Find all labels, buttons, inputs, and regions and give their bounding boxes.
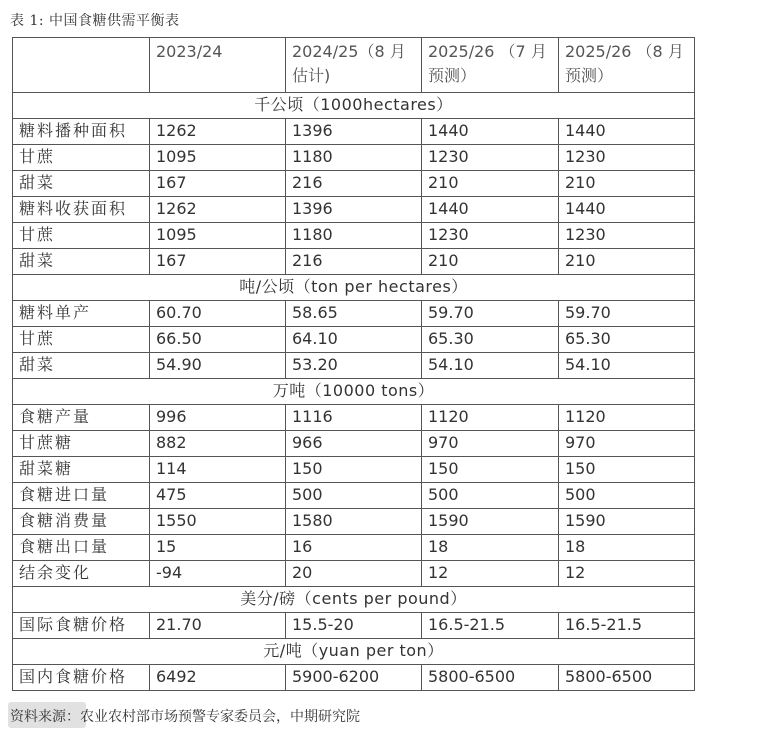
row-label: 甜菜糖 — [13, 457, 150, 483]
table-row — [13, 197, 695, 223]
row-label: 甜菜 — [13, 353, 150, 379]
value-cell: 1590 — [559, 509, 695, 535]
value-cell: 12 — [559, 561, 695, 587]
table-row — [13, 119, 695, 145]
value-cell: 16.5-21.5 — [422, 613, 559, 639]
value-cell: 966 — [286, 431, 422, 457]
table-row — [13, 665, 695, 691]
value-cell: 1590 — [422, 509, 559, 535]
table-row — [13, 535, 695, 561]
value-cell: 16.5-21.5 — [559, 613, 695, 639]
value-cell: 18 — [559, 535, 695, 561]
value-cell: 5800-6500 — [559, 665, 695, 691]
row-label: 食糖进口量 — [13, 483, 150, 509]
value-cell: 54.10 — [422, 353, 559, 379]
value-cell: 54.10 — [559, 353, 695, 379]
value-cell: 60.70 — [150, 301, 286, 327]
header-cell: 2025/26 （8 月预测） — [559, 38, 695, 93]
row-label: 结余变化 — [13, 561, 150, 587]
value-cell: 500 — [422, 483, 559, 509]
value-cell: 996 — [150, 405, 286, 431]
table-row — [13, 223, 695, 249]
value-cell: 500 — [559, 483, 695, 509]
value-cell: 58.65 — [286, 301, 422, 327]
value-cell: 59.70 — [422, 301, 559, 327]
value-cell: 1120 — [422, 405, 559, 431]
value-cell: 1550 — [150, 509, 286, 535]
value-cell: 1230 — [422, 145, 559, 171]
value-cell: 500 — [286, 483, 422, 509]
section-label: 千公顷（1000hectares） — [13, 93, 695, 119]
value-cell: 1396 — [286, 197, 422, 223]
value-cell: 1396 — [286, 119, 422, 145]
row-label: 甘蔗 — [13, 145, 150, 171]
source-note: 资料来源：农业农村部市场预警专家委员会，中期研究院 — [10, 709, 360, 725]
value-cell: 15 — [150, 535, 286, 561]
row-label: 甘蔗 — [13, 223, 150, 249]
header-corner-cell — [13, 38, 150, 93]
row-label: 甘蔗糖 — [13, 431, 150, 457]
value-cell: 65.30 — [559, 327, 695, 353]
section-label: 万吨（10000 tons） — [13, 379, 695, 405]
section-label: 元/吨（yuan per ton） — [13, 639, 695, 665]
value-cell: 21.70 — [150, 613, 286, 639]
value-cell: 150 — [559, 457, 695, 483]
value-cell: 167 — [150, 171, 286, 197]
table-row — [13, 145, 695, 171]
value-cell: 64.10 — [286, 327, 422, 353]
value-cell: 59.70 — [559, 301, 695, 327]
value-cell: 150 — [286, 457, 422, 483]
value-cell: 210 — [422, 171, 559, 197]
section-row — [13, 93, 695, 119]
table-row — [13, 249, 695, 275]
table-row — [13, 509, 695, 535]
value-cell: 20 — [286, 561, 422, 587]
row-label: 甘蔗 — [13, 327, 150, 353]
table-row — [13, 431, 695, 457]
row-label: 国际食糖价格 — [13, 613, 150, 639]
section-label: 吨/公顷（ton per hectares） — [13, 275, 695, 301]
table-row — [13, 171, 695, 197]
value-cell: 210 — [422, 249, 559, 275]
value-cell: 15.5-20 — [286, 613, 422, 639]
table-row — [13, 405, 695, 431]
row-label: 糖料单产 — [13, 301, 150, 327]
value-cell: 1180 — [286, 223, 422, 249]
table-row — [13, 353, 695, 379]
header-row — [13, 38, 695, 93]
value-cell: 5900-6200 — [286, 665, 422, 691]
value-cell: 1180 — [286, 145, 422, 171]
section-row — [13, 275, 695, 301]
value-cell: 1120 — [559, 405, 695, 431]
value-cell: 216 — [286, 249, 422, 275]
table-row — [13, 327, 695, 353]
table-row — [13, 483, 695, 509]
value-cell: 65.30 — [422, 327, 559, 353]
section-row — [13, 379, 695, 405]
value-cell: 1230 — [559, 145, 695, 171]
value-cell: 6492 — [150, 665, 286, 691]
value-cell: -94 — [150, 561, 286, 587]
table-row — [13, 301, 695, 327]
row-label: 糖料收获面积 — [13, 197, 150, 223]
value-cell: 114 — [150, 457, 286, 483]
value-cell: 150 — [422, 457, 559, 483]
row-label: 国内食糖价格 — [13, 665, 150, 691]
section-row — [13, 587, 695, 613]
value-cell: 54.90 — [150, 353, 286, 379]
header-cell: 2024/25（8 月估计) — [286, 38, 422, 93]
value-cell: 1230 — [559, 223, 695, 249]
value-cell: 210 — [559, 171, 695, 197]
value-cell: 1440 — [422, 197, 559, 223]
value-cell: 882 — [150, 431, 286, 457]
value-cell: 66.50 — [150, 327, 286, 353]
value-cell: 12 — [422, 561, 559, 587]
row-label: 食糖出口量 — [13, 535, 150, 561]
sugar-balance-table — [12, 37, 695, 691]
value-cell: 5800-6500 — [422, 665, 559, 691]
value-cell: 1230 — [422, 223, 559, 249]
table-caption: 表 1: 中国食糖供需平衡表 — [10, 13, 180, 29]
value-cell: 167 — [150, 249, 286, 275]
value-cell: 1095 — [150, 145, 286, 171]
table-row — [13, 457, 695, 483]
value-cell: 1262 — [150, 197, 286, 223]
value-cell: 1440 — [559, 119, 695, 145]
value-cell: 53.20 — [286, 353, 422, 379]
row-label: 食糖产量 — [13, 405, 150, 431]
value-cell: 210 — [559, 249, 695, 275]
row-label: 食糖消费量 — [13, 509, 150, 535]
value-cell: 475 — [150, 483, 286, 509]
row-label: 糖料播种面积 — [13, 119, 150, 145]
value-cell: 1580 — [286, 509, 422, 535]
table-row — [13, 561, 695, 587]
section-label: 美分/磅（cents per pound） — [13, 587, 695, 613]
table-row — [13, 613, 695, 639]
value-cell: 216 — [286, 171, 422, 197]
value-cell: 18 — [422, 535, 559, 561]
value-cell: 970 — [559, 431, 695, 457]
value-cell: 16 — [286, 535, 422, 561]
row-label: 甜菜 — [13, 171, 150, 197]
value-cell: 1440 — [559, 197, 695, 223]
value-cell: 1262 — [150, 119, 286, 145]
value-cell: 970 — [422, 431, 559, 457]
header-cell: 2023/24 — [150, 38, 286, 93]
row-label: 甜菜 — [13, 249, 150, 275]
header-cell: 2025/26 （7 月预测） — [422, 38, 559, 93]
value-cell: 1095 — [150, 223, 286, 249]
value-cell: 1116 — [286, 405, 422, 431]
value-cell: 1440 — [422, 119, 559, 145]
section-row — [13, 639, 695, 665]
